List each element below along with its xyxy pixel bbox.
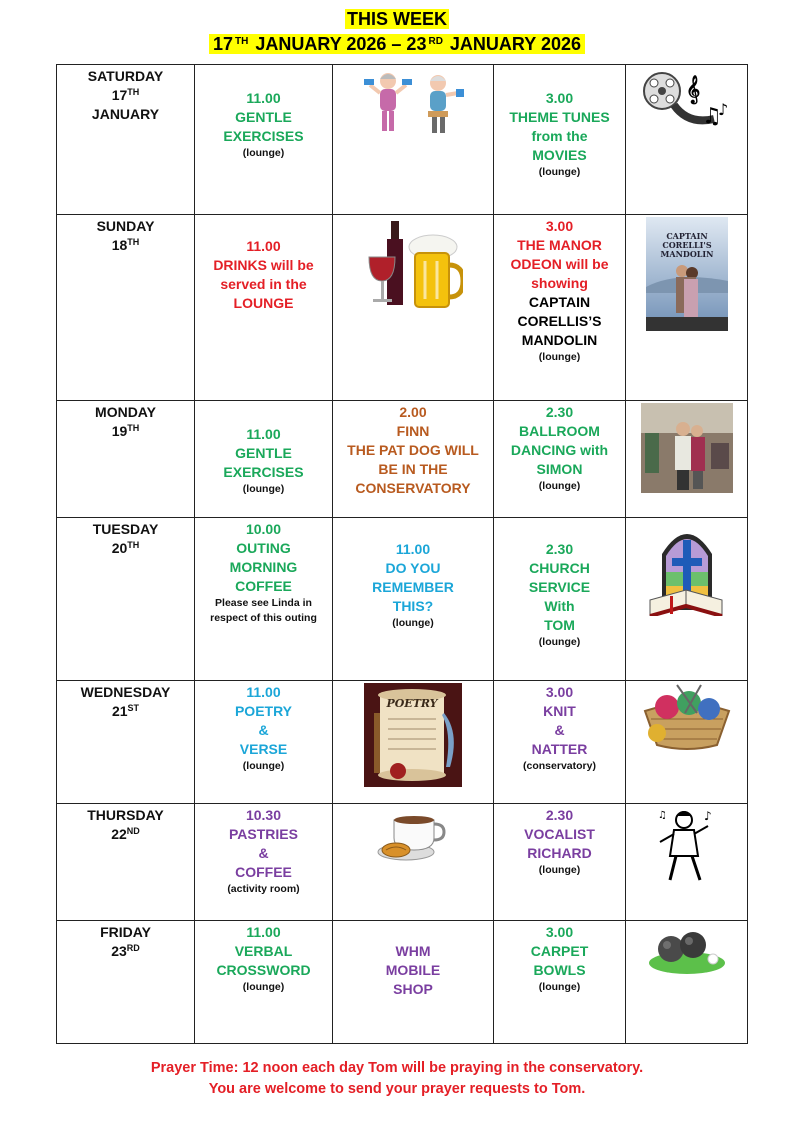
- day-cell: FRIDAY 23RD: [57, 921, 195, 1044]
- activity-cell: 10.30 PASTRIES & COFFEE (activity room): [195, 804, 333, 921]
- activity-cell: 11.00 POETRY & VERSE (lounge): [195, 681, 333, 804]
- activity-cell: 11.00 GENTLE EXERCISES (lounge): [195, 401, 333, 518]
- coffee-and-pastry-icon: [376, 806, 450, 866]
- activity-cell: 11.00 DRINKS will be served in the LOUNGE: [195, 215, 333, 401]
- knitting-basket-icon: [637, 683, 737, 753]
- film-reel-music-icon: [640, 67, 734, 137]
- svg-text:♪: ♪: [717, 100, 728, 119]
- activity-cell: 11.00 VERBAL CROSSWORD (lounge): [195, 921, 333, 1044]
- svg-text:♫: ♫: [657, 810, 667, 821]
- day-cell: SUNDAY 18TH: [57, 215, 195, 401]
- table-row: [57, 65, 748, 215]
- svg-text:CORELLI'S: CORELLI'S: [661, 240, 712, 250]
- image-cell: [626, 804, 748, 921]
- image-cell: [626, 215, 748, 401]
- activity-cell: 11.00 GENTLE EXERCISES (lounge): [195, 65, 333, 215]
- svg-text:POETRY: POETRY: [386, 697, 438, 710]
- weekly-schedule-table: [56, 64, 748, 1044]
- day-cell: THURSDAY 22ND: [57, 804, 195, 921]
- image-cell: [333, 804, 494, 921]
- activity-cell: 3.00 CARPET BOWLS (lounge): [494, 921, 626, 1044]
- page-title: THIS WEEK: [346, 9, 447, 29]
- image-cell: [626, 518, 748, 681]
- wine-and-beer-icon: [363, 217, 463, 313]
- table-row: [57, 401, 748, 518]
- image-cell: [626, 401, 748, 518]
- image-cell: [626, 921, 748, 1044]
- activity-cell: 3.00 THEME TUNES from the MOVIES (lounge): [494, 65, 626, 215]
- activity-cell: 2.30 BALLROOM DANCING with SIMON (lounge): [494, 401, 626, 518]
- activity-cell: 3.00 KNIT & NATTER (conservatory): [494, 681, 626, 804]
- image-cell: [333, 681, 494, 804]
- svg-text:♪: ♪: [703, 809, 712, 823]
- activity-cell: 11.00 DO YOU REMEMBER THIS? (lounge): [333, 518, 494, 681]
- day-cell: SATURDAY 17TH JANUARY: [57, 65, 195, 215]
- day-cell: MONDAY 19TH: [57, 401, 195, 518]
- singer-icon: [654, 806, 720, 882]
- prayer-requests-notice: You are welcome to send your prayer requests to Tom.: [208, 1081, 586, 1097]
- svg-text:MANDOLIN: MANDOLIN: [660, 249, 713, 259]
- ballroom-dancing-photo: [641, 403, 733, 493]
- activity-cell: WHM MOBILE SHOP: [333, 921, 494, 1044]
- table-row: [57, 681, 748, 804]
- exercising-seniors-icon: [358, 67, 468, 137]
- table-row: [57, 804, 748, 921]
- activity-cell: 2.30 CHURCH SERVICE With TOM (lounge): [494, 518, 626, 681]
- svg-text:♫: ♫: [701, 104, 722, 129]
- church-window-bible-icon: [644, 520, 730, 616]
- date-range: 17 $^{TH}$ JANUARY 2026 – 23 $^{RD}$ JANUARY 2026: [0, 34, 794, 55]
- poetry-scroll-icon: [364, 683, 462, 787]
- activity-cell: 3.00 THE MANOR ODEON will be showing CAPTAIN CORELLIS’S MANDOLIN (lounge): [494, 215, 626, 401]
- svg-text:𝄞: 𝄞: [685, 74, 700, 103]
- image-cell: [626, 65, 748, 215]
- image-cell: [333, 215, 494, 401]
- captain-corellis-mandolin-poster: [646, 217, 728, 331]
- table-row: [57, 215, 748, 401]
- carpet-bowls-icon: [647, 923, 727, 975]
- table-row: [57, 921, 748, 1044]
- day-cell: WEDNESDAY 21ST: [57, 681, 195, 804]
- svg-text:CAPTAIN: CAPTAIN: [665, 231, 708, 241]
- activity-cell: 10.00 OUTING MORNING COFFEE Please see Linda in respect of this outing: [195, 518, 333, 681]
- activity-cell: 2.30 VOCALIST RICHARD (lounge): [494, 804, 626, 921]
- table-row: [57, 518, 748, 681]
- image-cell: [333, 65, 494, 215]
- prayer-time-notice: Prayer Time: 12 noon each day Tom will be praying in the conservatory.: [150, 1060, 644, 1076]
- day-cell: TUESDAY 20TH: [57, 518, 195, 681]
- activity-cell: 2.00 FINN THE PAT DOG WILL BE IN THE CONSERVATORY: [333, 401, 494, 518]
- image-cell: [626, 681, 748, 804]
